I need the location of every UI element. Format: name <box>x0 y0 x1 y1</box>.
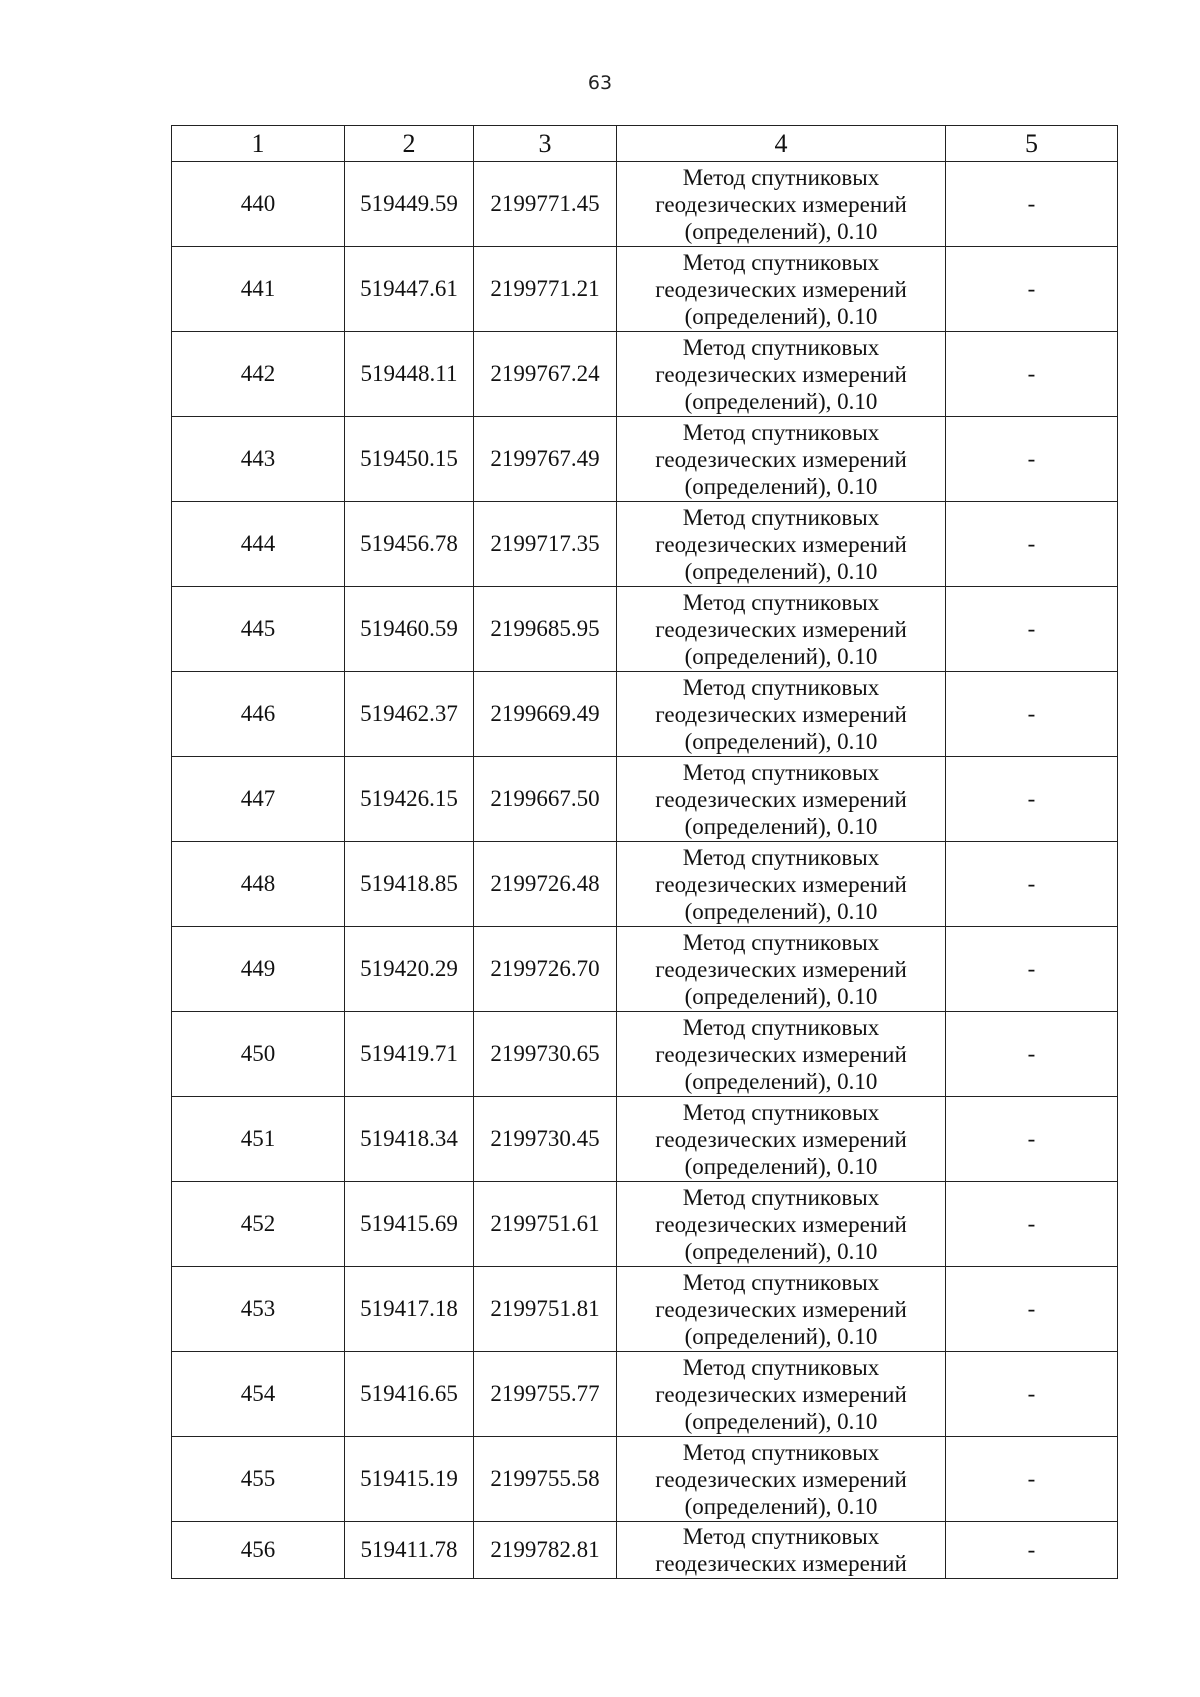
method-text: Метод спутниковых геодезических измерений (определений), 0.10 <box>655 1099 907 1179</box>
y-coordinate-cell: 2199755.77 <box>474 1352 617 1437</box>
y-coordinate-cell: 2199782.81 <box>474 1522 617 1579</box>
point-number-cell: 456 <box>172 1522 345 1579</box>
y-coordinate-cell: 2199726.70 <box>474 927 617 1012</box>
x-coordinate-cell: 519426.15 <box>345 757 474 842</box>
method-text: Метод спутниковых геодезических измерений (определений), 0.10 <box>655 249 907 329</box>
note-cell: - <box>946 842 1118 927</box>
header-col-2: 2 <box>345 126 474 162</box>
method-text: Метод спутниковых геодезических измерений (определений), 0.10 <box>655 164 907 244</box>
x-coordinate-cell: 519450.15 <box>345 417 474 502</box>
note-cell: - <box>946 1267 1118 1352</box>
x-coordinate-cell: 519418.85 <box>345 842 474 927</box>
x-coordinate-cell: 519448.11 <box>345 332 474 417</box>
x-coordinate-cell: 519411.78 <box>345 1522 474 1579</box>
table-row <box>172 417 1118 502</box>
method-cell <box>617 587 946 672</box>
table-row <box>172 502 1118 587</box>
method-cell <box>617 162 946 247</box>
table-body <box>172 162 1118 1579</box>
method-text: Метод спутниковых геодезических измерений (определений), 0.10 <box>655 419 907 499</box>
point-number-cell: 450 <box>172 1012 345 1097</box>
x-coordinate-cell: 519417.18 <box>345 1267 474 1352</box>
header-col-1: 1 <box>172 126 345 162</box>
point-number-cell: 451 <box>172 1097 345 1182</box>
header-col-5: 5 <box>946 126 1118 162</box>
table-header-row <box>172 126 1118 162</box>
point-number-cell: 454 <box>172 1352 345 1437</box>
x-coordinate-cell: 519418.34 <box>345 1097 474 1182</box>
point-number-cell: 449 <box>172 927 345 1012</box>
table-row <box>172 757 1118 842</box>
method-text: Метод спутниковых геодезических измерений (определений), 0.10 <box>655 589 907 669</box>
method-cell <box>617 1522 946 1579</box>
method-text: Метод спутниковых геодезических измерений (определений), 0.10 <box>655 929 907 1009</box>
method-cell <box>617 1182 946 1267</box>
y-coordinate-cell: 2199726.48 <box>474 842 617 927</box>
y-coordinate-cell: 2199717.35 <box>474 502 617 587</box>
y-coordinate-cell: 2199771.45 <box>474 162 617 247</box>
note-cell: - <box>946 1437 1118 1522</box>
method-text: Метод спутниковых геодезических измерений (определений), 0.10 <box>655 334 907 414</box>
note-cell: - <box>946 1522 1118 1579</box>
y-coordinate-cell: 2199767.24 <box>474 332 617 417</box>
method-text: Метод спутниковых геодезических измерений (определений), 0.10 <box>655 1184 907 1264</box>
table-row <box>172 1012 1118 1097</box>
note-cell: - <box>946 332 1118 417</box>
table-row <box>172 162 1118 247</box>
method-cell <box>617 332 946 417</box>
method-cell <box>617 1012 946 1097</box>
note-cell: - <box>946 1352 1118 1437</box>
method-cell <box>617 1437 946 1522</box>
y-coordinate-cell: 2199667.50 <box>474 757 617 842</box>
method-cell <box>617 927 946 1012</box>
x-coordinate-cell: 519416.65 <box>345 1352 474 1437</box>
table-row <box>172 842 1118 927</box>
method-cell <box>617 417 946 502</box>
note-cell: - <box>946 247 1118 332</box>
y-coordinate-cell: 2199685.95 <box>474 587 617 672</box>
method-cell <box>617 1352 946 1437</box>
method-text: Метод спутниковых геодезических измерений <box>655 1524 907 1576</box>
method-text: Метод спутниковых геодезических измерений (определений), 0.10 <box>655 674 907 754</box>
note-cell: - <box>946 1012 1118 1097</box>
x-coordinate-cell: 519449.59 <box>345 162 474 247</box>
table-row <box>172 1097 1118 1182</box>
table-row <box>172 1437 1118 1522</box>
y-coordinate-cell: 2199751.81 <box>474 1267 617 1352</box>
note-cell: - <box>946 757 1118 842</box>
coordinates-table <box>171 125 1118 1579</box>
point-number-cell: 445 <box>172 587 345 672</box>
table-row <box>172 1182 1118 1267</box>
method-text: Метод спутниковых геодезических измерений (определений), 0.10 <box>655 1269 907 1349</box>
x-coordinate-cell: 519415.19 <box>345 1437 474 1522</box>
y-coordinate-cell: 2199669.49 <box>474 672 617 757</box>
table-row <box>172 1352 1118 1437</box>
method-cell <box>617 247 946 332</box>
table-row <box>172 587 1118 672</box>
point-number-cell: 440 <box>172 162 345 247</box>
x-coordinate-cell: 519447.61 <box>345 247 474 332</box>
point-number-cell: 441 <box>172 247 345 332</box>
table-row <box>172 672 1118 757</box>
point-number-cell: 442 <box>172 332 345 417</box>
method-text: Метод спутниковых геодезических измерений (определений), 0.10 <box>655 1014 907 1094</box>
point-number-cell: 446 <box>172 672 345 757</box>
y-coordinate-cell: 2199771.21 <box>474 247 617 332</box>
y-coordinate-cell: 2199767.49 <box>474 417 617 502</box>
table-row <box>172 332 1118 417</box>
point-number-cell: 455 <box>172 1437 345 1522</box>
table-row <box>172 247 1118 332</box>
method-text: Метод спутниковых геодезических измерений (определений), 0.10 <box>655 504 907 584</box>
point-number-cell: 443 <box>172 417 345 502</box>
table-row <box>172 927 1118 1012</box>
x-coordinate-cell: 519420.29 <box>345 927 474 1012</box>
x-coordinate-cell: 519462.37 <box>345 672 474 757</box>
y-coordinate-cell: 2199751.61 <box>474 1182 617 1267</box>
point-number-cell: 453 <box>172 1267 345 1352</box>
note-cell: - <box>946 587 1118 672</box>
point-number-cell: 452 <box>172 1182 345 1267</box>
header-col-3: 3 <box>474 126 617 162</box>
note-cell: - <box>946 672 1118 757</box>
method-text: Метод спутниковых геодезических измерений (определений), 0.10 <box>655 1439 907 1519</box>
table-row <box>172 1522 1118 1579</box>
method-text: Метод спутниковых геодезических измерений (определений), 0.10 <box>655 759 907 839</box>
point-number-cell: 447 <box>172 757 345 842</box>
y-coordinate-cell: 2199755.58 <box>474 1437 617 1522</box>
table-row <box>172 1267 1118 1352</box>
y-coordinate-cell: 2199730.65 <box>474 1012 617 1097</box>
method-text: Метод спутниковых геодезических измерений (определений), 0.10 <box>655 1354 907 1434</box>
method-cell <box>617 1267 946 1352</box>
note-cell: - <box>946 502 1118 587</box>
note-cell: - <box>946 417 1118 502</box>
method-cell <box>617 1097 946 1182</box>
method-text: Метод спутниковых геодезических измерений (определений), 0.10 <box>655 844 907 924</box>
point-number-cell: 448 <box>172 842 345 927</box>
method-cell <box>617 842 946 927</box>
page-number: 63 <box>587 72 613 94</box>
point-number-cell: 444 <box>172 502 345 587</box>
y-coordinate-cell: 2199730.45 <box>474 1097 617 1182</box>
x-coordinate-cell: 519460.59 <box>345 587 474 672</box>
method-cell <box>617 757 946 842</box>
x-coordinate-cell: 519456.78 <box>345 502 474 587</box>
method-cell <box>617 502 946 587</box>
note-cell: - <box>946 1097 1118 1182</box>
method-cell <box>617 672 946 757</box>
x-coordinate-cell: 519419.71 <box>345 1012 474 1097</box>
x-coordinate-cell: 519415.69 <box>345 1182 474 1267</box>
note-cell: - <box>946 162 1118 247</box>
note-cell: - <box>946 1182 1118 1267</box>
header-col-4: 4 <box>617 126 946 162</box>
note-cell: - <box>946 927 1118 1012</box>
